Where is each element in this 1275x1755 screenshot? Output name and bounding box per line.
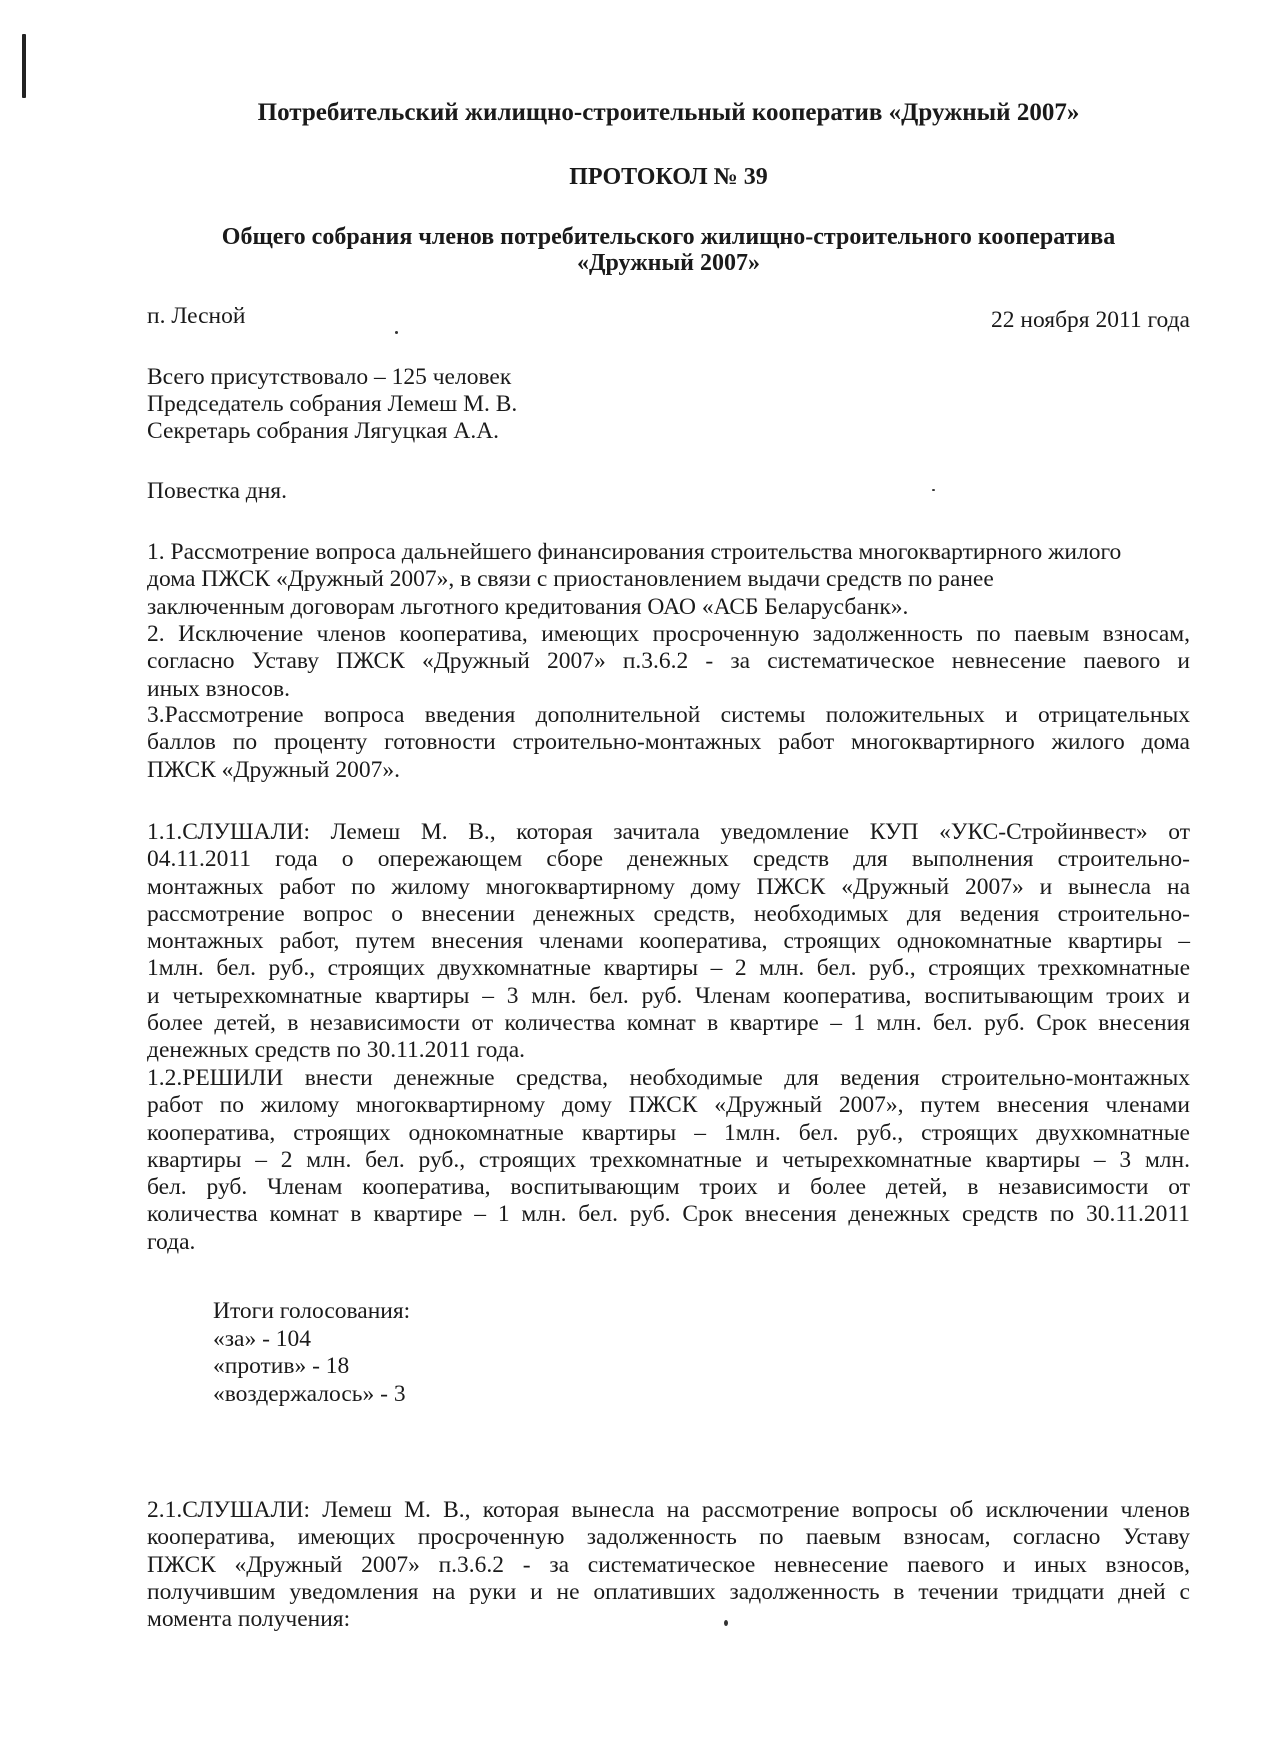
- scan-speck: [932, 489, 935, 491]
- vote-results-title: Итоги голосования:: [213, 1298, 411, 1324]
- text-line: 1млн. бел. руб., строящих двухкомнатные квартиры – 2 млн. бел. руб., строящих трехкомнатные: [147, 955, 1190, 982]
- text-line: 2. Исключение членов кооператива, имеющих просроченную задолженность по паевым взносам,: [147, 621, 1190, 647]
- vote-results: [213, 1298, 410, 1408]
- agenda-item-1: [147, 539, 1190, 621]
- text-line: момента получения:: [147, 1606, 351, 1633]
- text-line: дома ПЖСК «Дружный 2007», в связи с приостановлением выдачи средств по ранее: [147, 566, 994, 593]
- meeting-place: п. Лесной: [147, 303, 246, 329]
- agenda-item-3: [147, 702, 1190, 784]
- text-line: согласно Уставу ПЖСК «Дружный 2007» п.3.6.2 - за систематическое невнесение паевого и: [147, 648, 1190, 675]
- text-line: более детей, в независимости от количества комнат в квартире – 1 млн. бел. руб. Срок внесения: [147, 1010, 1190, 1037]
- section-1-decided: [147, 1065, 1190, 1256]
- protocol-subtitle-line2: «Дружный 2007»: [576, 250, 761, 276]
- attendance-count: Всего присутствовало – 125 человек: [147, 364, 512, 390]
- text-line: бел. руб. Членам кооператива, воспитывающим троих и более детей, в независимости от: [147, 1174, 1190, 1201]
- text-line: кооператива, имеющих просроченную задолженность по паевым взносам, согласно Уставу: [147, 1524, 1190, 1551]
- scan-edge-mark: [22, 34, 26, 98]
- text-line: иных взносов.: [147, 675, 291, 702]
- text-line: монтажных работ по жилому многоквартирному дому ПЖСК «Дружный 2007» и вынесла на: [147, 873, 1190, 900]
- text-line: монтажных работ, путем внесения членами кооператива, строящих однокомнатные квартиры –: [147, 928, 1190, 955]
- meeting-secretary: Секретарь собрания Лягуцкая А.А.: [147, 418, 500, 444]
- text-line: 04.11.2011 года о опережающем сборе денежных средств для выполнения строительно-: [147, 846, 1190, 873]
- agenda-title: Повестка дня.: [147, 478, 287, 504]
- vote-for: «за» - 104: [213, 1325, 312, 1352]
- text-line: баллов по проценту готовности строительно-монтажных работ многоквартирного жилого дома: [147, 729, 1190, 756]
- agenda-item-2: [147, 621, 1190, 703]
- text-line: и четырехкомнатные квартиры – 3 млн. бел. руб. Членам кооператива, воспитывающим троих и: [147, 982, 1190, 1009]
- text-line: 1. Рассмотрение вопроса дальнейшего финансирования строительства многоквартирного жилого: [147, 539, 1122, 565]
- text-line: года.: [147, 1228, 196, 1255]
- text-line: количества комнат в квартире – 1 млн. бел. руб. Срок внесения денежных средств по 30.11.2011: [147, 1201, 1190, 1228]
- text-line: 3.Рассмотрение вопроса введения дополнительной системы положительных и отрицательных: [147, 702, 1190, 728]
- protocol-subtitle-line1: Общего собрания членов потребительского жилищно-строительного кооператива: [221, 224, 1116, 250]
- organization-title: Потребительский жилищно-строительный кооператив «Дружный 2007»: [257, 99, 1080, 126]
- text-line: заключенным договорам льготного кредитования ОАО «АСБ Беларусбанк».: [147, 593, 909, 620]
- text-line: работ по жилому многоквартирному дому ПЖСК «Дружный 2007», путем внесения членами: [147, 1092, 1190, 1119]
- section-2-heard: [147, 1497, 1190, 1633]
- text-line: рассмотрение вопрос о внесении денежных средств, необходимых для ведения строительно-: [147, 900, 1190, 927]
- vote-abstained: «воздержалось» - 3: [213, 1380, 406, 1407]
- text-line: ПЖСК «Дружный 2007».: [147, 756, 401, 783]
- section-1-heard: [147, 819, 1190, 1065]
- scan-speck: [395, 331, 398, 334]
- meeting-date: 22 ноября 2011 года: [991, 307, 1190, 333]
- text-line: квартиры – 2 млн. бел. руб., строящих трехкомнатные и четырехкомнатные квартиры – 3 млн.: [147, 1146, 1190, 1173]
- text-line: денежных средств по 30.11.2011 года.: [147, 1037, 526, 1064]
- text-line: ПЖСК «Дружный 2007» п.3.6.2 - за систематическое невнесение паевого и иных взносов,: [147, 1551, 1190, 1578]
- text-line: получившим уведомления на руки и не оплативших задолженность в течении тридцати дней с: [147, 1578, 1190, 1605]
- text-line: кооператива, строящих однокомнатные квартиры – 1млн. бел. руб., строящих двухкомнатные: [147, 1119, 1190, 1146]
- meeting-chair: Председатель собрания Лемеш М. В.: [147, 391, 518, 417]
- text-line: 1.1.СЛУШАЛИ: Лемеш М. В., которая зачитала уведомление КУП «УКС-Стройинвест» от: [147, 819, 1190, 845]
- protocol-title: ПРОТОКОЛ № 39: [569, 164, 768, 190]
- vote-against: «против» - 18: [213, 1353, 350, 1379]
- text-line: 2.1.СЛУШАЛИ: Лемеш М. В., которая вынесла на рассмотрение вопросы об исключении членов: [147, 1497, 1190, 1523]
- text-line: 1.2.РЕШИЛИ внести денежные средства, необходимые для ведения строительно-монтажных: [147, 1065, 1190, 1091]
